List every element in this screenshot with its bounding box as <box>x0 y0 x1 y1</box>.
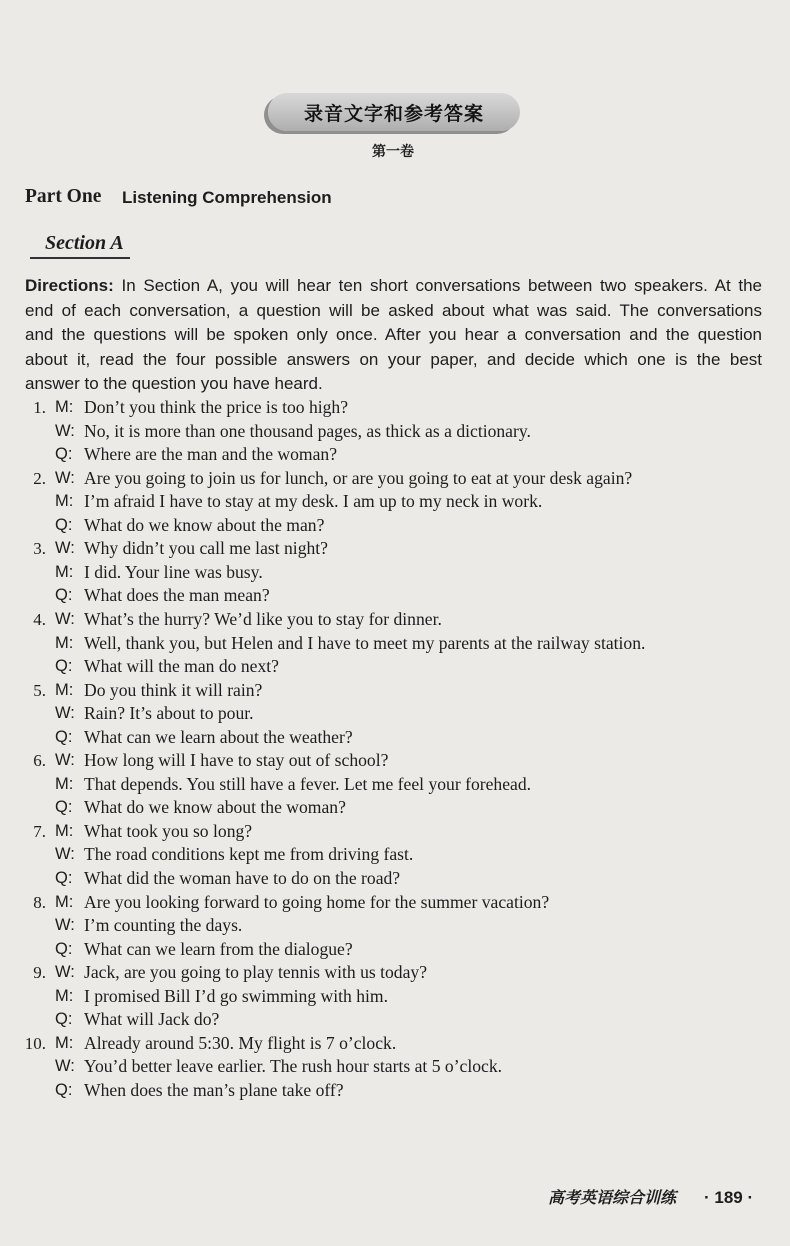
dialogue-line <box>0 1032 790 1056</box>
item-number: 7. <box>33 821 46 841</box>
speaker-label: M: <box>55 562 74 581</box>
dialogue-line <box>0 514 790 538</box>
speaker-label: M: <box>55 633 74 652</box>
dialogue-text: That depends. You still have a fever. Let me feel your forehead. <box>84 773 532 794</box>
item-number: 4. <box>33 609 46 629</box>
dialogue-text: What can we learn from the dialogue? <box>84 938 353 959</box>
dialogue-text: The road conditions kept me from driving fast. <box>84 844 414 865</box>
volume-heading: 第一卷 <box>372 144 414 160</box>
item-number: 3. <box>33 539 46 559</box>
directions-line <box>25 299 762 324</box>
dialogue-line <box>0 1055 790 1079</box>
dialogue-text: I’m counting the days. <box>84 915 243 936</box>
speaker-label: Q: <box>55 515 73 534</box>
directions-line <box>25 372 762 397</box>
speaker-label: W: <box>55 609 75 628</box>
speaker-label: M: <box>55 821 74 840</box>
dialogue-line <box>0 891 790 915</box>
dialogue-text: I did. Your line was busy. <box>84 561 263 582</box>
dialogue-line <box>0 820 790 844</box>
speaker-label: M: <box>55 986 74 1005</box>
speaker-label: M: <box>55 774 74 793</box>
speaker-label: W: <box>55 1057 75 1076</box>
dialogue-text: What’s the hurry? We’d like you to stay for dinner. <box>84 608 442 629</box>
section-title: Section A <box>45 232 124 254</box>
item-number: 10. <box>24 1033 46 1053</box>
item-number: 2. <box>33 468 46 488</box>
speaker-label: M: <box>55 1033 74 1052</box>
dialogue-line <box>0 1008 790 1032</box>
dialogue-line <box>0 914 790 938</box>
directions-text: answer to the question you have heard. <box>25 374 323 393</box>
item-number: 9. <box>33 963 46 983</box>
dialogue-line <box>0 420 790 444</box>
dialogue-line <box>0 702 790 726</box>
speaker-label: Q: <box>55 1080 73 1099</box>
dialogue-line <box>0 561 790 585</box>
speaker-label: W: <box>55 751 75 770</box>
directions-line <box>25 323 762 348</box>
dialogue-text: Rain? It’s about to pour. <box>84 703 254 724</box>
dialogue-text: No, it is more than one thousand pages, as thick as a dictionary. <box>84 420 531 441</box>
dialogue-text: How long will I have to stay out of school? <box>84 750 389 771</box>
dialogue-text: I promised Bill I’d go swimming with him. <box>84 985 388 1006</box>
part-label: Part One <box>25 186 102 207</box>
speaker-label: Q: <box>55 1010 73 1029</box>
dialogue-line <box>0 490 790 514</box>
dialogue-text: Do you think it will rain? <box>84 679 263 700</box>
dialogue-text: I’m afraid I have to stay at my desk. I am up to my neck in work. <box>84 491 543 512</box>
speaker-label: W: <box>55 539 75 558</box>
dialogue-text: What can we learn about the weather? <box>84 726 353 747</box>
speaker-label: Q: <box>55 869 73 887</box>
dialogue-line <box>0 843 790 867</box>
directions-line <box>25 348 762 373</box>
directions-text: and the questions will be spoken only once. After you hear a conversation and the question <box>25 325 762 344</box>
dialogue-text: When does the man’s plane take off? <box>84 1079 344 1100</box>
dialogue-text: You’d better leave earlier. The rush hour starts at 5 o’clock. <box>84 1056 503 1077</box>
speaker-label: W: <box>55 845 75 864</box>
speaker-label: Q: <box>55 657 73 676</box>
dialogue-line <box>0 773 790 797</box>
dialogue-text: What does the man mean? <box>84 585 270 606</box>
dialogue-text: Why didn’t you call me last night? <box>84 538 328 559</box>
speaker-label: W: <box>55 704 75 723</box>
speaker-label: W: <box>55 916 75 935</box>
dialogue-text: What do we know about the woman? <box>84 797 346 818</box>
dialogue-line <box>0 726 790 750</box>
directions-text: In Section A, you will hear ten short conversations between two speakers. At the <box>121 276 762 295</box>
dialogue-text: What did the woman have to do on the road? <box>84 868 401 888</box>
section-underline <box>30 257 130 259</box>
speaker-label: W: <box>55 468 75 487</box>
dialogue-line <box>0 608 790 632</box>
part-title: Listening Comprehension <box>122 188 332 207</box>
dialogue-line <box>0 584 790 608</box>
dialogue-text: What do we know about the man? <box>84 514 325 535</box>
dialogue-line <box>0 985 790 1009</box>
dialogue-line <box>0 655 790 679</box>
speaker-label: Q: <box>55 727 73 746</box>
speaker-label: Q: <box>55 939 73 958</box>
dialogue-text: Already around 5:30. My flight is 7 o’clock. <box>84 1032 397 1053</box>
dialogue-text: Don’t you think the price is too high? <box>84 397 349 417</box>
speaker-label: W: <box>55 421 75 440</box>
dialogue-line <box>0 467 790 491</box>
dialogue-line <box>0 443 790 467</box>
item-number: 5. <box>33 680 46 700</box>
speaker-label: Q: <box>55 445 73 464</box>
dialogue-line <box>0 938 790 962</box>
speaker-label: W: <box>55 963 75 982</box>
dialogue-text: Are you looking forward to going home for the summer vacation? <box>84 891 550 912</box>
dialogue-line <box>0 867 790 891</box>
dialogue-line <box>0 537 790 561</box>
dialogue-line <box>0 749 790 773</box>
item-number: 8. <box>33 892 46 912</box>
item-number: 1. <box>33 398 46 417</box>
speaker-label: M: <box>55 892 74 911</box>
directions-text: about it, read the four possible answers on your paper, and decide which one is the best <box>25 349 762 369</box>
directions-label: Directions: <box>25 276 114 295</box>
footer-book-title: 高考英语综合训练 <box>548 1188 677 1207</box>
dialogue-line <box>0 1079 790 1103</box>
dialogue-line <box>0 396 790 420</box>
item-number: 6. <box>33 751 46 771</box>
chapter-banner: 录音文字和参考答案 <box>268 93 520 131</box>
speaker-label: Q: <box>55 586 73 605</box>
dialogue-line <box>0 632 790 656</box>
dialogue-text: Are you going to join us for lunch, or are you going to eat at your desk again? <box>84 467 633 488</box>
dialogue-text: Well, thank you, but Helen and I have to meet my parents at the railway station. <box>84 632 646 653</box>
dialogue-line <box>0 679 790 703</box>
speaker-label: M: <box>55 398 74 416</box>
dialogue-text: Jack, are you going to play tennis with us today? <box>84 962 428 983</box>
dialogue-text: What took you so long? <box>84 820 253 841</box>
speaker-label: M: <box>55 492 74 511</box>
dialogue-line <box>0 961 790 985</box>
directions-text: end of each conversation, a question will be asked about what was said. The conversations <box>25 300 762 320</box>
speaker-label: M: <box>55 680 74 699</box>
dialogue-text: Where are the man and the woman? <box>84 444 338 465</box>
speaker-label: Q: <box>55 798 73 817</box>
dialogue-text: What will Jack do? <box>84 1009 220 1030</box>
dialogue-line <box>0 796 790 820</box>
footer-page-number: · 189 · <box>704 1188 754 1207</box>
directions-line <box>25 274 762 299</box>
dialogue-text: What will the man do next? <box>84 656 279 677</box>
